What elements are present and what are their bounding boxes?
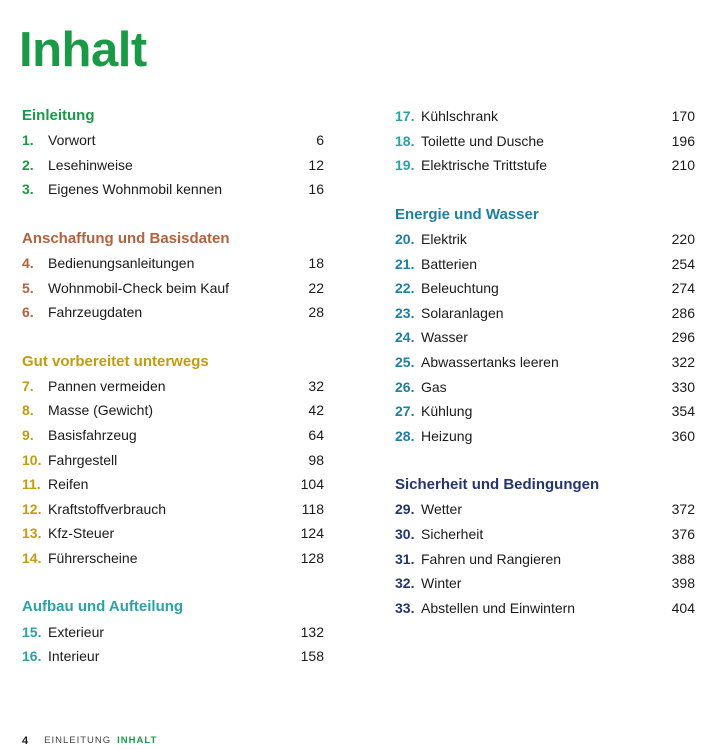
entry-page-number: 296 (671, 329, 695, 346)
entry-number: 33. (395, 599, 415, 616)
entry-title: Heizung (421, 427, 473, 444)
entry-title: Eigenes Wohnmobil kennen (48, 181, 223, 198)
entry-title: Gas (421, 378, 447, 395)
section-heading: Anschaffung und Basisdaten (22, 229, 230, 247)
section-heading: Gut vorbereitet unterwegs (22, 352, 209, 370)
entry-number: 4. (22, 255, 34, 272)
toc-entry[interactable] (395, 251, 695, 276)
entry-title: Reifen (48, 476, 89, 493)
entry-page-number: 6 (316, 132, 324, 149)
entry-number: 16. (22, 648, 42, 665)
entry-title: Bedienungsanleitungen (48, 255, 195, 272)
toc-entry[interactable] (22, 546, 324, 571)
toc-entry[interactable] (22, 472, 324, 497)
toc-entry[interactable] (22, 619, 324, 644)
entry-title: Basisfahrzeug (48, 427, 137, 444)
entry-title: Kfz-Steuer (48, 525, 115, 542)
entry-page-number: 158 (300, 648, 324, 665)
entry-number: 15. (22, 623, 42, 640)
entry-page-number: 98 (308, 451, 324, 468)
entry-page-number: 254 (671, 255, 695, 272)
entry-title: Wetter (421, 501, 462, 518)
entry-page-number: 128 (300, 550, 324, 567)
entry-page-number: 12 (308, 156, 324, 173)
entry-number: 19. (395, 157, 415, 174)
entry-number: 11. (22, 476, 41, 493)
entry-number: 28. (395, 427, 415, 444)
toc-entry[interactable] (395, 129, 695, 154)
toc-entry[interactable] (395, 596, 695, 621)
entry-page-number: 64 (308, 427, 324, 444)
entry-number: 20. (395, 231, 415, 248)
entry-title: Kraftstoffverbrauch (48, 500, 167, 517)
toc-entry[interactable] (22, 153, 324, 178)
toc-section (22, 104, 324, 202)
footer-page-number: 4 (22, 735, 29, 747)
toc-section (395, 473, 695, 620)
section-heading: Energie und Wasser (395, 205, 539, 223)
entry-page-number: 104 (300, 476, 324, 493)
entry-page-number: 42 (308, 402, 324, 419)
toc-section (395, 104, 695, 178)
entry-number: 32. (395, 575, 415, 592)
entry-number: 10. (22, 451, 42, 468)
toc-entry[interactable] (22, 251, 324, 276)
toc-entry[interactable] (22, 177, 324, 202)
entry-number: 7. (22, 377, 34, 394)
entry-page-number: 210 (671, 157, 695, 174)
footer-current-label: INHALT (117, 735, 158, 746)
toc-entry[interactable] (395, 227, 695, 252)
entry-page-number: 354 (671, 403, 695, 420)
entry-title: Toilette und Dusche (421, 132, 544, 149)
toc-entry[interactable] (395, 424, 695, 449)
entry-number: 23. (395, 304, 415, 321)
entry-page-number: 16 (308, 181, 324, 198)
toc-entry[interactable] (395, 571, 695, 596)
entry-number: 29. (395, 501, 415, 518)
toc-entry[interactable] (395, 497, 695, 522)
toc-entry[interactable] (22, 374, 324, 399)
entry-page-number: 322 (671, 354, 695, 371)
toc-entry[interactable] (395, 399, 695, 424)
entry-number: 25. (395, 354, 415, 371)
entry-number: 26. (395, 378, 415, 395)
entry-number: 31. (395, 550, 415, 567)
entry-number: 6. (22, 304, 34, 321)
entry-page-number: 220 (671, 231, 695, 248)
entry-page-number: 118 (301, 500, 324, 517)
toc-section (22, 595, 324, 668)
toc-entry[interactable] (22, 398, 324, 423)
section-heading: Einleitung (22, 107, 95, 124)
entry-title: Wasser (421, 329, 468, 346)
entry-number: 21. (395, 255, 415, 272)
entry-title: Fahren und Rangieren (421, 550, 562, 567)
entry-page-number: 124 (300, 525, 324, 542)
entry-number: 3. (22, 181, 34, 198)
entry-title: Sicherheit (421, 526, 484, 543)
entry-number: 17. (395, 108, 415, 125)
entry-title: Exterieur (48, 623, 105, 640)
toc-section (22, 227, 324, 325)
entry-page-number: 28 (308, 304, 324, 321)
entry-title: Beleuchtung (421, 280, 499, 297)
entry-page-number: 274 (671, 280, 695, 297)
toc-entry[interactable] (395, 374, 695, 399)
entry-page-number: 398 (671, 575, 695, 592)
entry-title: Fahrgestell (48, 451, 118, 468)
entry-page-number: 372 (671, 501, 695, 518)
entry-number: 30. (395, 526, 415, 543)
toc-entry[interactable] (395, 276, 695, 301)
entry-page-number: 18 (308, 255, 324, 272)
entry-number: 14. (22, 550, 42, 567)
toc-entry[interactable] (22, 275, 324, 300)
entry-number: 13. (22, 525, 42, 542)
toc-column-left (22, 104, 324, 694)
toc-entry[interactable] (22, 423, 324, 448)
entry-number: 8. (22, 402, 34, 419)
page-title: Inhalt (19, 23, 147, 77)
entry-title: Führerscheine (48, 550, 138, 567)
toc-entry[interactable] (395, 301, 695, 326)
toc-entry[interactable] (395, 522, 695, 547)
entry-title: Kühlschrank (421, 108, 499, 125)
entry-page-number: 32 (308, 377, 324, 394)
toc-entry[interactable] (395, 153, 695, 178)
toc-entry[interactable] (395, 325, 695, 350)
entry-title: Masse (Gewicht) (48, 402, 154, 419)
entry-number: 9. (22, 427, 34, 444)
entry-title: Solaranlagen (421, 304, 504, 321)
toc-entry[interactable] (395, 546, 695, 571)
section-heading: Aufbau und Aufteilung (22, 598, 184, 616)
entry-title: Vorwort (48, 132, 96, 149)
section-heading: Sicherheit und Bedingungen (395, 476, 600, 494)
entry-title: Pannen vermeiden (48, 377, 166, 394)
toc-entry[interactable] (22, 300, 324, 325)
entry-title: Kühlung (421, 403, 473, 420)
entry-title: Elektrik (421, 231, 467, 248)
entry-number: 27. (395, 403, 415, 420)
entry-page-number: 404 (671, 599, 695, 616)
entry-number: 5. (22, 279, 34, 296)
toc-entry[interactable] (395, 104, 695, 129)
entry-title: Winter (421, 575, 462, 592)
entry-title: Batterien (421, 255, 478, 272)
entry-number: 24. (395, 329, 415, 346)
entry-title: Fahrzeugdaten (48, 304, 143, 321)
entry-page-number: 22 (308, 279, 324, 296)
toc-entry[interactable] (22, 128, 324, 153)
entry-number: 1. (22, 132, 34, 149)
entry-page-number: 132 (300, 623, 324, 640)
toc-section (22, 350, 324, 571)
entry-title: Abstellen und Einwintern (421, 599, 576, 616)
toc-entry[interactable] (395, 350, 695, 375)
entry-page-number: 170 (671, 108, 695, 125)
toc-entry[interactable] (22, 447, 324, 472)
toc-entry[interactable] (22, 521, 324, 546)
entry-number: 22. (395, 280, 415, 297)
toc-entry[interactable] (22, 497, 324, 522)
entry-page-number: 196 (671, 132, 695, 149)
entry-number: 18. (395, 132, 415, 149)
toc-entry[interactable] (22, 644, 324, 669)
toc-section (395, 203, 695, 448)
footer-section-label: EINLEITUNG (44, 735, 112, 746)
entry-number: 12. (22, 500, 42, 517)
entry-page-number: 286 (671, 304, 695, 321)
entry-title: Interieur (48, 648, 100, 665)
entry-title: Lesehinweise (48, 156, 133, 173)
page-footer (22, 734, 157, 748)
entry-page-number: 330 (671, 378, 695, 395)
entry-title: Wohnmobil-Check beim Kauf (48, 279, 230, 296)
entry-page-number: 376 (671, 526, 695, 543)
entry-page-number: 360 (671, 427, 695, 444)
entry-title: Abwassertanks leeren (421, 354, 559, 371)
toc-column-right (395, 104, 695, 645)
entry-page-number: 388 (671, 550, 695, 567)
entry-number: 2. (22, 156, 34, 173)
entry-title: Elektrische Trittstufe (421, 157, 548, 174)
